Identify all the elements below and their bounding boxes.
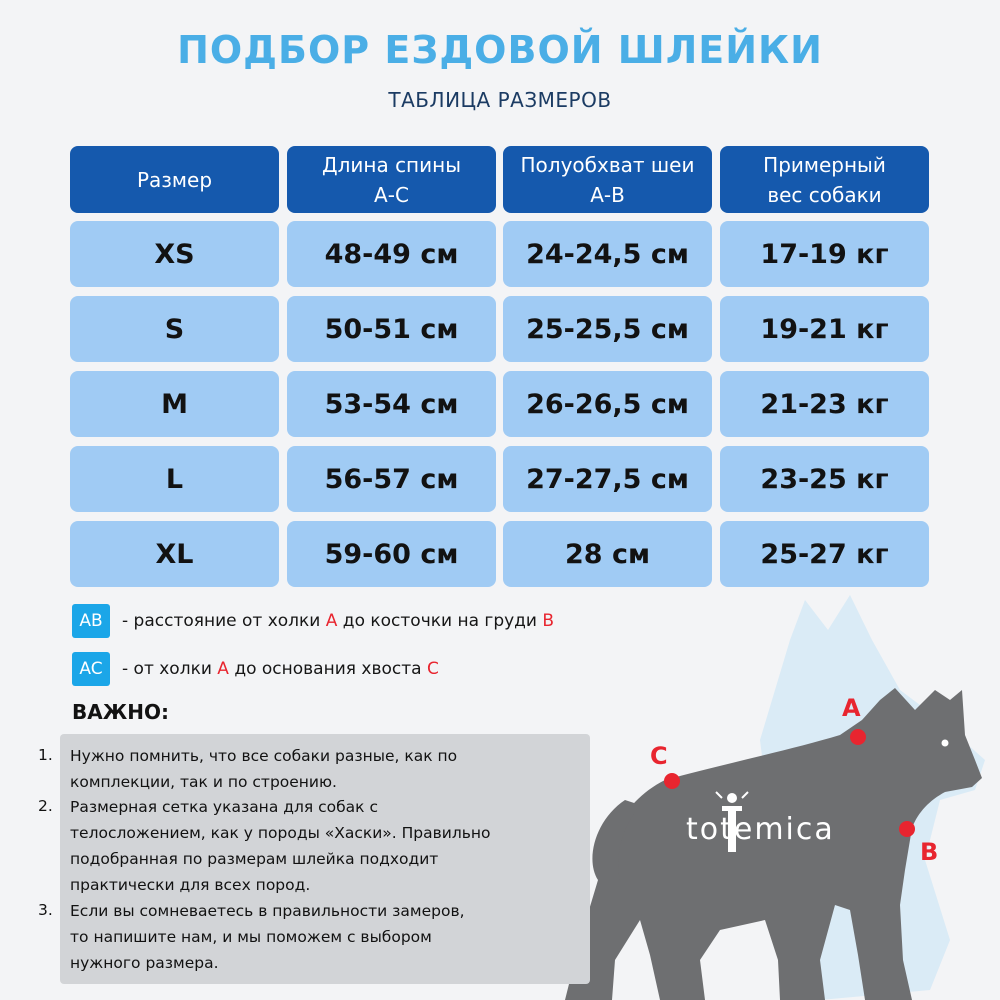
table-cell-size: M (70, 371, 279, 437)
table-cell-neck-girth: 25-25,5 см (503, 296, 712, 362)
point-a-label: A (842, 694, 861, 722)
page-subtitle: ТАБЛИЦА РАЗМЕРОВ (388, 88, 612, 112)
legend-text-ac (122, 659, 439, 679)
header-size: Размер (70, 146, 279, 213)
point-a-dot (850, 729, 866, 745)
point-b-label: B (920, 838, 939, 866)
table-cell-weight: 25-27 кг (720, 521, 929, 587)
table-cell-back-length: 56-57 см (287, 446, 496, 512)
table-cell-neck-girth: 27-27,5 см (503, 446, 712, 512)
legend-ab-point1: А (325, 611, 338, 631)
note-number: 1. (38, 746, 53, 764)
note-text: Нужно помнить, что все собаки разные, как по комплекции, так и по строению. (70, 747, 458, 791)
important-heading: ВАЖНО: (72, 700, 169, 724)
legend-ab-mid: до косточки на груди (337, 611, 543, 631)
legend-ac-pre: - от холки (122, 659, 218, 679)
table-cell-size: XS (70, 221, 279, 287)
point-c-label: C (650, 742, 668, 770)
legend-ac-mid: до основания хвоста (228, 659, 427, 679)
note-text: Если вы сомневаетесь в правильности замеров, то напишите нам, и мы поможем с выбором нужного размера. (70, 902, 465, 972)
table-cell-neck-girth: 28 см (503, 521, 712, 587)
table-cell-back-length: 48-49 см (287, 221, 496, 287)
legend-badge-ab: AB (72, 604, 110, 638)
table-cell-size: XL (70, 521, 279, 587)
table-cell-weight: 17-19 кг (720, 221, 929, 287)
note-number: 3. (38, 901, 53, 919)
legend-ac-point1: А (217, 659, 229, 679)
legend-badge-ac: AC (72, 652, 110, 686)
point-b-dot (899, 821, 915, 837)
legend-ab-point2: В (542, 611, 555, 631)
table-cell-back-length: 59-60 см (287, 521, 496, 587)
table-cell-back-length: 53-54 см (287, 371, 496, 437)
table-cell-weight: 21-23 кг (720, 371, 929, 437)
note-text: Размерная сетка указана для собак с телосложением, как у породы «Хаски». Правильно подобранная по размерам шлейка подходит практически для всех пород. (70, 798, 491, 894)
table-cell-weight: 19-21 кг (720, 296, 929, 362)
table-cell-size: S (70, 296, 279, 362)
table-cell-weight: 23-25 кг (720, 446, 929, 512)
table-cell-neck-girth: 24-24,5 см (503, 221, 712, 287)
header-back-length: Длина спины А-С (287, 146, 496, 213)
table-cell-back-length: 50-51 см (287, 296, 496, 362)
legend-ab-pre: - расстояние от холки (122, 611, 326, 631)
dog-eye (942, 740, 949, 747)
brand-logo-text: totemica (686, 812, 835, 847)
header-neck-girth: Полуобхват шеи А-В (503, 146, 712, 213)
note-number: 2. (38, 797, 53, 815)
legend-ac-point2: С (426, 659, 439, 679)
table-cell-size: L (70, 446, 279, 512)
page-title: ПОДБОР ЕЗДОВОЙ ШЛЕЙКИ (177, 28, 823, 72)
point-c-dot (664, 773, 680, 789)
table-cell-neck-girth: 26-26,5 см (503, 371, 712, 437)
legend-text-ab (122, 611, 554, 631)
header-weight: Примерный вес собаки (720, 146, 929, 213)
